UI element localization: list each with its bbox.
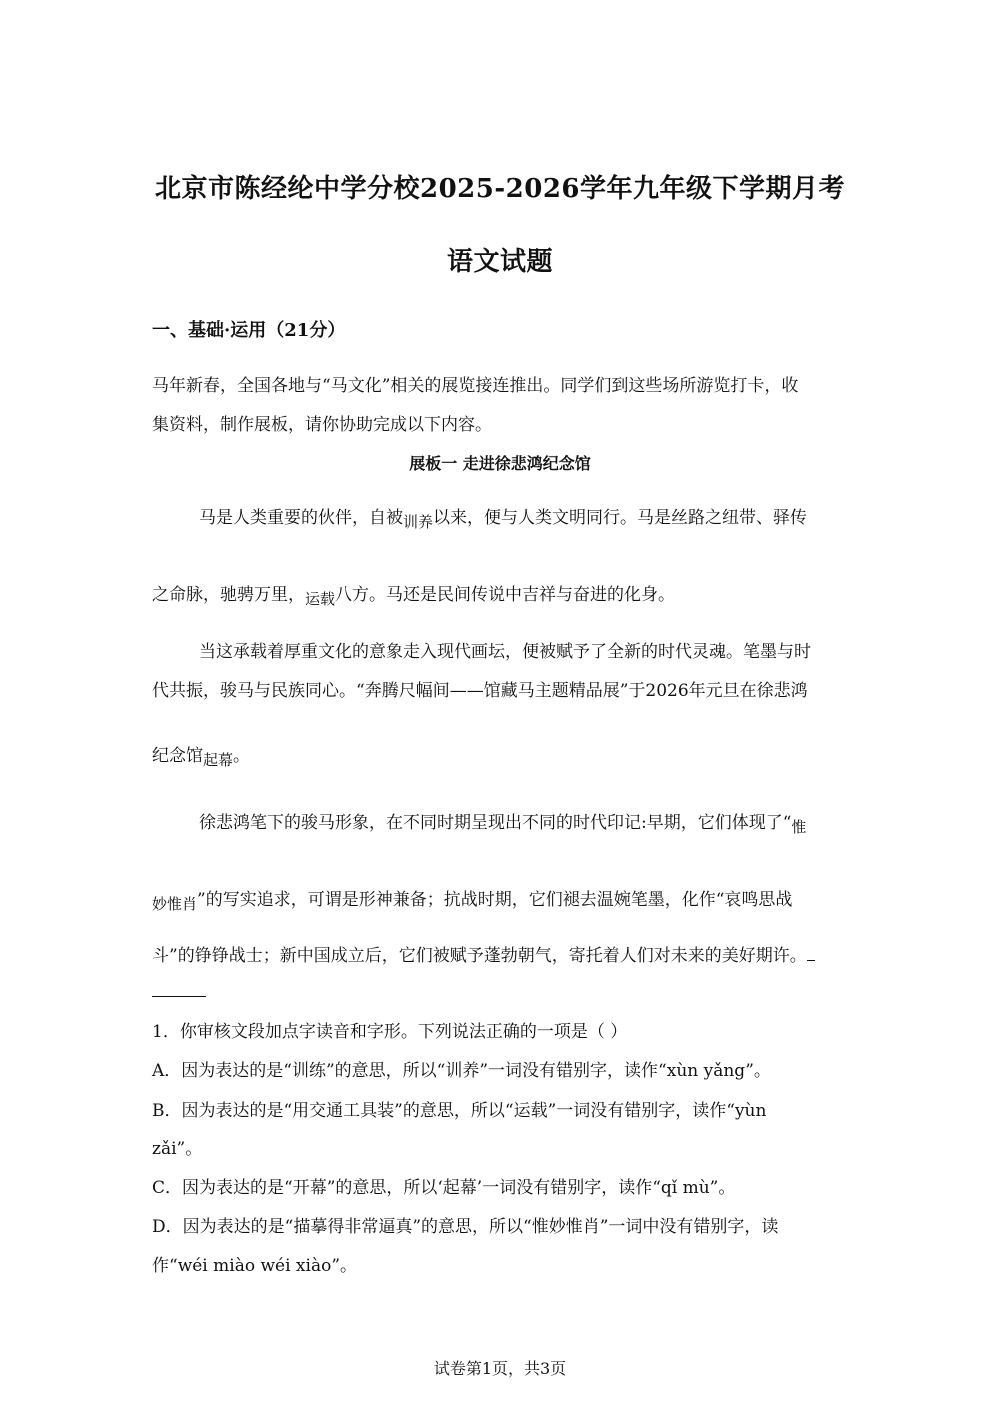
dotted-word-qimu: 起幕 <box>203 751 234 769</box>
p1b-post: 八方。马还是民间传说中吉祥与奋进的化身。 <box>335 585 676 605</box>
answer-blank <box>152 982 206 997</box>
option-b-line-2: zǎi”。 <box>152 1139 203 1159</box>
section-heading: 一、基础·运用（21分） <box>152 320 346 341</box>
paragraph-3-line-2 <box>152 885 852 914</box>
p1a-post: 以来，便与人类文明同行。马是丝路之纽带、驿传 <box>433 508 808 528</box>
paragraph-3-line-3 <box>152 941 852 966</box>
answer-blank-start <box>807 946 815 961</box>
p2c-post: 。 <box>233 746 251 766</box>
option-b-line-1: B．因为表达的是“用交通工具装”的意思，所以“运载”一词没有错别字，读作“yùn <box>152 1101 767 1121</box>
dotted-word-miaoweixiao: 妙惟肖 <box>152 895 198 913</box>
paragraph-2-line-3 <box>152 741 852 770</box>
paragraph-2-line-1: 当这承载着厚重文化的意象走入现代画坛，便被赋予了全新的时代灵魂。笔墨与时 <box>199 642 811 662</box>
dotted-word-yunzai: 运载 <box>305 590 336 608</box>
option-d-line-1: D．因为表达的是“描摹得非常逼真”的意思，所以“惟妙惟肖”一词中没有错别字，读 <box>152 1217 779 1237</box>
p2c-pre: 纪念馆 <box>152 746 203 766</box>
dotted-word-xunyang: 训养 <box>403 513 434 531</box>
option-d-line-2: 作“wéi miào wéi xiào”。 <box>152 1256 358 1276</box>
intro-line-1: 马年新春，全国各地与“马文化”相关的展览接连推出。同学们到这些场所游览打卡，收 <box>152 376 799 396</box>
p3a-pre: 徐悲鸿笔下的骏马形象，在不同时期呈现出不同的时代印记:早期，它们体现了“ <box>199 813 792 833</box>
option-c: C．因为表达的是“开幕”的意思，所以‘起幕’一词没有错别字，读作“qǐ mù”。 <box>152 1178 736 1198</box>
exam-subtitle: 语文试题 <box>446 247 553 277</box>
board-title: 展板一 走进徐悲鸿纪念馆 <box>409 454 591 473</box>
p1a-pre: 马是人类重要的伙伴，自被 <box>199 508 403 528</box>
paragraph-2-line-2: 代共振，骏马与民族同心。“奔腾尺幅间——馆藏马主题精品展”于2026年元旦在徐悲鸿 <box>152 681 808 701</box>
paragraph-3-line-1 <box>199 808 899 837</box>
p3b-post: ”的写实追求，可谓是形神兼备；抗战时期，它们褪去温婉笔墨，化作“哀鸣思战 <box>197 890 793 910</box>
paragraph-1-line-2 <box>152 580 852 609</box>
question-1: 1．你审核文段加点字读音和字形。下列说法正确的一项是（ ） <box>152 1022 628 1042</box>
p1b-pre: 之命脉，驰骋万里， <box>152 585 305 605</box>
page-footer: 试卷第1页，共3页 <box>433 1359 567 1378</box>
p3c-text: 斗”的铮铮战士；新中国成立后，它们被赋予蓬勃朝气，寄托着人们对未来的美好期许。 <box>152 946 807 966</box>
intro-line-2: 集资料，制作展板，请你协助完成以下内容。 <box>152 415 492 435</box>
option-a: A．因为表达的是“训练”的意思，所以“训养”一词没有错别字，读作“xùn yǎng”。 <box>152 1061 771 1081</box>
answer-blank-line <box>152 982 852 1002</box>
paragraph-1-line-1 <box>199 503 899 532</box>
exam-title: 北京市陈经纶中学分校2025-2026学年九年级下学期月考 <box>154 174 846 204</box>
dotted-word-wei: 惟 <box>791 818 807 836</box>
